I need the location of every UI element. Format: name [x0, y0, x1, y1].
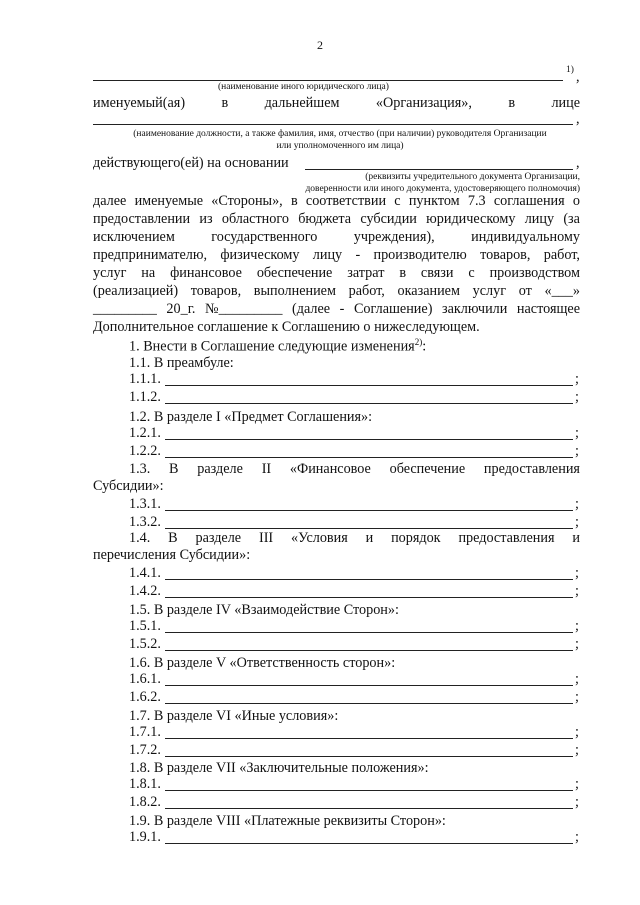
- paragraph-1-colon: :: [422, 338, 427, 355]
- footnote-1: 1): [566, 65, 574, 75]
- item-semicolon: ;: [575, 636, 579, 652]
- word: 1.3.: [129, 461, 151, 477]
- item-semicolon: ;: [575, 742, 579, 758]
- item-semicolon: ;: [575, 776, 579, 792]
- item-number: 1.7.1.: [129, 724, 161, 740]
- blank-item-row: [129, 444, 589, 460]
- section-title: 1.7. В разделе VI «Иные условия»:: [129, 708, 339, 724]
- blank-item-row: [129, 566, 589, 582]
- paragraph-1: [129, 338, 426, 354]
- item-fill-line: [165, 510, 573, 511]
- org-name-line: [93, 80, 563, 81]
- item-fill-line: [165, 808, 573, 809]
- item-semicolon: ;: [575, 425, 579, 441]
- acting-basis-label: действующего(ей) на основании: [93, 155, 289, 171]
- body-line: [93, 284, 580, 298]
- word: _________: [93, 301, 157, 317]
- body-line: [93, 212, 580, 226]
- item-fill-line: [165, 703, 573, 704]
- word: из: [199, 211, 213, 227]
- word: II: [261, 461, 272, 477]
- word: государственного: [211, 229, 318, 245]
- blank-item-row: [129, 743, 589, 759]
- header-comma: ,: [576, 69, 580, 85]
- word: -: [339, 301, 345, 317]
- footnote-2: 2): [414, 337, 423, 347]
- item-semicolon: ;: [575, 443, 579, 459]
- item-fill-line: [165, 756, 573, 757]
- item-number: 1.1.2.: [129, 389, 161, 405]
- item-number: 1.5.1.: [129, 618, 161, 634]
- word: порядок: [391, 530, 441, 546]
- word: бюджета: [298, 211, 352, 227]
- position-line: [93, 124, 573, 125]
- word: в: [508, 95, 516, 111]
- word: производителю: [373, 247, 467, 263]
- item-fill-line: [165, 579, 573, 580]
- word: именуемый(ая): [93, 95, 186, 111]
- caption-position: [90, 129, 590, 153]
- word: «Организация»,: [375, 95, 472, 111]
- item-semicolon: ;: [575, 583, 579, 599]
- word: «Финансовое: [289, 461, 371, 477]
- word: В: [168, 530, 178, 546]
- item-fill-line: [165, 650, 573, 651]
- word: предпринимателю,: [93, 247, 208, 263]
- item-number: 1.8.2.: [129, 794, 161, 810]
- paragraph-1-text: 1. Внести в Соглашение следующие изменения: [129, 338, 415, 355]
- word: работ,: [543, 247, 580, 263]
- word: №_________: [205, 301, 283, 317]
- item-semicolon: ;: [575, 724, 579, 740]
- word: «Стороны»,: [211, 193, 283, 209]
- word: далее: [93, 193, 127, 209]
- blank-item-row: [129, 690, 589, 706]
- word: «Условия: [291, 530, 348, 546]
- word: лицу: [524, 211, 555, 227]
- word: финансовое: [170, 265, 242, 281]
- word: на: [141, 265, 156, 281]
- word: III: [258, 530, 274, 546]
- item-semicolon: ;: [575, 565, 579, 581]
- section-title: 1.6. В разделе V «Ответственность сторон»:: [129, 655, 396, 671]
- item-number: 1.4.1.: [129, 565, 161, 581]
- word: индивидуальному: [471, 229, 580, 245]
- word: 1.4.: [129, 530, 151, 546]
- word: областного: [221, 211, 289, 227]
- item-number: 1.4.2.: [129, 583, 161, 599]
- caption-position-line1: (наименование должности, а также фамилия, имя, отчество (при наличии) руководителя Организации: [133, 129, 547, 139]
- item-fill-line: [165, 685, 573, 686]
- caption-basis-line2: доверенности или иного документа, удостоверяющего полномочия): [305, 183, 580, 194]
- item-number: 1.2.2.: [129, 443, 161, 459]
- word: (за: [563, 211, 580, 227]
- item-semicolon: ;: [575, 514, 579, 530]
- word: физическому: [220, 247, 300, 263]
- item-semicolon: ;: [575, 371, 579, 387]
- word: оказанием: [397, 283, 460, 299]
- body-line: [93, 194, 580, 208]
- caption-position-line2: или уполномоченного им лица): [276, 140, 404, 151]
- item-number: 1.1.1.: [129, 371, 161, 387]
- section-title: 1.2. В разделе I «Предмет Соглашения»:: [129, 409, 373, 425]
- word: разделе: [195, 530, 242, 546]
- item-number: 1.9.1.: [129, 829, 161, 845]
- item-fill-line: [165, 385, 573, 386]
- word: в: [290, 193, 298, 209]
- word: выполнением: [253, 283, 336, 299]
- word: производством: [489, 265, 580, 281]
- item-fill-line: [165, 843, 573, 844]
- word: юридическому: [426, 211, 516, 227]
- body-line: [93, 248, 580, 262]
- word: «___»: [544, 283, 580, 299]
- section-title: 1.8. В разделе VII «Заключительные положения»:: [129, 760, 429, 776]
- word: предоставления: [483, 461, 580, 477]
- word: (далее: [292, 301, 331, 317]
- word: учреждения),: [353, 229, 435, 245]
- word: в: [399, 265, 407, 281]
- item-semicolon: ;: [575, 389, 579, 405]
- word: связи: [420, 265, 454, 281]
- caption-org-name: (наименование иного юридического лица): [218, 82, 389, 92]
- item-number: 1.6.1.: [129, 671, 161, 687]
- blank-item-row: [129, 372, 589, 388]
- basis-comma: ,: [576, 155, 580, 171]
- word: предоставления: [458, 530, 555, 546]
- blank-item-row: [129, 390, 589, 406]
- section-title: 1.9. В разделе VIII «Платежные реквизиты Сторон»:: [129, 813, 446, 829]
- blank-item-row: [129, 795, 589, 811]
- blank-item-row: [129, 777, 589, 793]
- item-fill-line: [165, 597, 573, 598]
- word: работ,: [348, 283, 385, 299]
- word: и: [572, 530, 580, 546]
- blank-item-row: [129, 830, 589, 846]
- blank-item-row: [129, 637, 589, 653]
- word: 7.3: [467, 193, 486, 209]
- item-number: 1.8.1.: [129, 776, 161, 792]
- item-fill-line: [165, 632, 573, 633]
- item-number: 1.3.2.: [129, 514, 161, 530]
- word: разделе: [197, 461, 243, 477]
- basis-line: [305, 169, 573, 170]
- word: исключением: [93, 229, 175, 245]
- item-semicolon: ;: [575, 496, 579, 512]
- word: товаров,: [480, 247, 531, 263]
- item-fill-line: [165, 738, 573, 739]
- word: товаров,: [190, 283, 242, 299]
- body-line: [93, 230, 580, 244]
- item-number: 1.5.2.: [129, 636, 161, 652]
- word: обеспечение: [389, 461, 466, 477]
- position-comma: ,: [576, 111, 580, 127]
- word: настоящее: [516, 301, 580, 317]
- word: затрат: [347, 265, 385, 281]
- word: (реализацией): [93, 283, 179, 299]
- blank-item-row: [129, 426, 589, 442]
- item-fill-line: [165, 439, 573, 440]
- item-fill-line: [165, 790, 573, 791]
- word: -: [355, 247, 361, 263]
- word: В: [169, 461, 179, 477]
- word: о: [572, 193, 580, 209]
- word: субсидии: [360, 211, 417, 227]
- word: лицу: [312, 247, 343, 263]
- word: пунктом: [408, 193, 460, 209]
- word: лице: [551, 95, 580, 111]
- word: именуемые: [134, 193, 204, 209]
- section-title: [129, 462, 580, 476]
- item-semicolon: ;: [575, 829, 579, 845]
- item-semicolon: ;: [575, 794, 579, 810]
- word: с: [394, 193, 401, 209]
- item-fill-line: [165, 403, 573, 404]
- blank-item-row: [129, 515, 589, 531]
- item-semicolon: ;: [575, 671, 579, 687]
- word: дальнейшем: [264, 95, 340, 111]
- word: обеспечение: [256, 265, 333, 281]
- word: соглашения: [493, 193, 565, 209]
- item-semicolon: ;: [575, 618, 579, 634]
- word: соответствии: [305, 193, 387, 209]
- body-last-line: Дополнительное соглашение к Соглашению о нижеследующем.: [93, 319, 480, 335]
- item-semicolon: ;: [575, 689, 579, 705]
- item-fill-line: [165, 528, 573, 529]
- word: и: [365, 530, 374, 546]
- word: услуг: [93, 265, 127, 281]
- item-number: 1.7.2.: [129, 742, 161, 758]
- section-title: 1.1. В преамбуле:: [129, 355, 234, 371]
- section-title: [129, 531, 580, 545]
- blank-item-row: [129, 497, 589, 513]
- blank-item-row: [129, 725, 589, 741]
- item-fill-line: [165, 457, 573, 458]
- named-line: [93, 96, 580, 110]
- word: Соглашение): [353, 301, 433, 317]
- section-title: 1.5. В разделе IV «Взаимодействие Сторон»:: [129, 602, 399, 618]
- word: от: [518, 283, 532, 299]
- body-line: [93, 302, 580, 316]
- blank-item-row: [129, 584, 589, 600]
- page-number: 2: [317, 38, 323, 52]
- word: предоставлении: [93, 211, 191, 227]
- blank-item-row: [129, 619, 589, 635]
- item-number: 1.6.2.: [129, 689, 161, 705]
- word: 20_г.: [166, 301, 196, 317]
- item-number: 1.3.1.: [129, 496, 161, 512]
- word: в: [221, 95, 229, 111]
- body-line: [93, 266, 580, 280]
- word: с: [468, 265, 475, 281]
- section-title-cont: Субсидии»:: [93, 478, 164, 494]
- word: заключили: [442, 301, 508, 317]
- section-title-cont: перечисления Субсидии»:: [93, 547, 251, 563]
- blank-item-row: [129, 672, 589, 688]
- word: услуг: [472, 283, 507, 299]
- item-number: 1.2.1.: [129, 425, 161, 441]
- caption-basis-line1: (реквизиты учредительного документа Организации,: [365, 172, 580, 182]
